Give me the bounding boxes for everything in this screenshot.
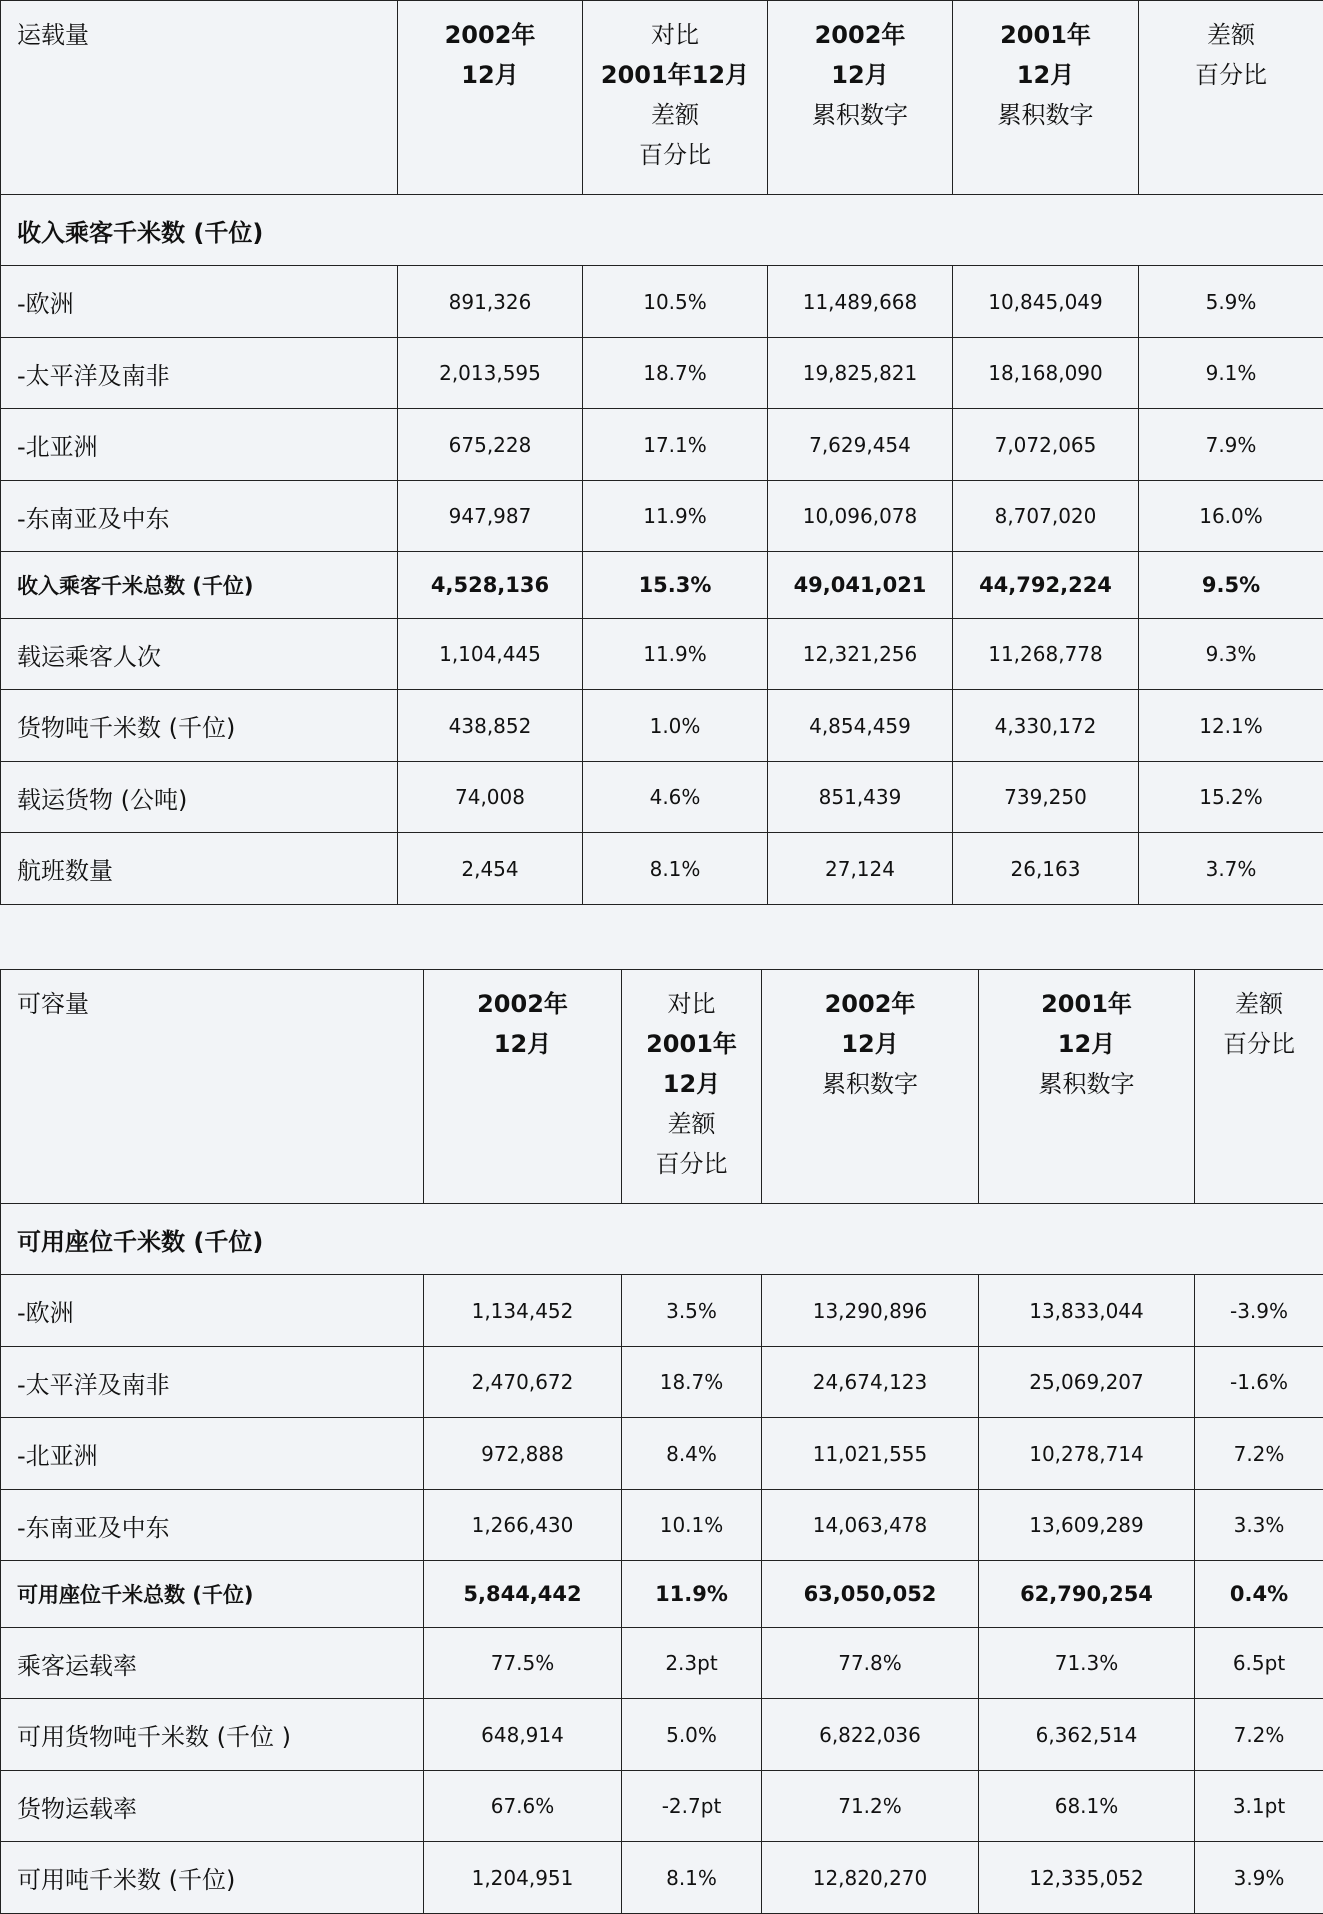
cell: 67.6% — [424, 1771, 622, 1842]
row-label: -北亚洲 — [1, 1418, 424, 1490]
cell: 2,470,672 — [424, 1347, 622, 1418]
table-row — [1, 481, 1323, 552]
cell: -1.6% — [1195, 1347, 1323, 1418]
cell: 1.0% — [583, 690, 768, 762]
cell: -3.9% — [1195, 1275, 1323, 1347]
cell: 7,629,454 — [768, 409, 953, 481]
cell: 18.7% — [622, 1347, 762, 1418]
cell: 13,609,289 — [979, 1490, 1195, 1561]
table-row — [1, 338, 1323, 409]
cell: 5,844,442 — [424, 1561, 622, 1628]
cell: 8,707,020 — [953, 481, 1139, 552]
cell: 77.8% — [762, 1628, 979, 1699]
cell: 10,096,078 — [768, 481, 953, 552]
cell: 851,439 — [768, 762, 953, 833]
cell: 16.0% — [1139, 481, 1323, 552]
row-label: 可用吨千米数 (千位) — [1, 1842, 424, 1914]
cell: 10,845,049 — [953, 266, 1139, 338]
cell: 648,914 — [424, 1699, 622, 1771]
cell: 3.9% — [1195, 1842, 1323, 1914]
cell: 5.0% — [622, 1699, 762, 1771]
cell: 1,204,951 — [424, 1842, 622, 1914]
cell: 10.1% — [622, 1490, 762, 1561]
capacity-table — [0, 969, 1323, 1914]
total-label: 收入乘客千米总数 (千位) — [1, 552, 398, 619]
row-label: -东南亚及中东 — [1, 1490, 424, 1561]
cell: 8.1% — [622, 1842, 762, 1914]
table-row — [1, 1490, 1323, 1561]
cell: 4,330,172 — [953, 690, 1139, 762]
cell: 14,063,478 — [762, 1490, 979, 1561]
cell: 9.3% — [1139, 619, 1323, 690]
table-row — [1, 1628, 1323, 1699]
cell: 77.5% — [424, 1628, 622, 1699]
cell: 1,266,430 — [424, 1490, 622, 1561]
header-label: 运载量 — [1, 1, 398, 195]
cell: 3.3% — [1195, 1490, 1323, 1561]
cell: 74,008 — [398, 762, 583, 833]
cell: 675,228 — [398, 409, 583, 481]
total-row — [1, 552, 1323, 619]
cell: -2.7pt — [622, 1771, 762, 1842]
header-cumulative-2001: 2001年 12月 累积数字 — [953, 1, 1139, 195]
cell: 17.1% — [583, 409, 768, 481]
cell: 13,290,896 — [762, 1275, 979, 1347]
header-row — [1, 1, 1323, 195]
header-month-2002: 2002年 12月 — [424, 970, 622, 1204]
cell: 11.9% — [622, 1561, 762, 1628]
row-label: 航班数量 — [1, 833, 398, 905]
cell: 49,041,021 — [768, 552, 953, 619]
cell: 7.9% — [1139, 409, 1323, 481]
header-compare-2001: 对比 2001年12月 差额 百分比 — [583, 1, 768, 195]
header-compare-2001: 对比 2001年 12月 差额 百分比 — [622, 970, 762, 1204]
table-row — [1, 1347, 1323, 1418]
row-label: -太平洋及南非 — [1, 1347, 424, 1418]
cell: 5.9% — [1139, 266, 1323, 338]
cell: 24,674,123 — [762, 1347, 979, 1418]
header-month-2002: 2002年 12月 — [398, 1, 583, 195]
cell: 4,528,136 — [398, 552, 583, 619]
cell: 27,124 — [768, 833, 953, 905]
table-row — [1, 1842, 1323, 1914]
cell: 1,104,445 — [398, 619, 583, 690]
cell: 891,326 — [398, 266, 583, 338]
cell: 71.3% — [979, 1628, 1195, 1699]
cell: 1,134,452 — [424, 1275, 622, 1347]
cell: 6,822,036 — [762, 1699, 979, 1771]
cell: 7.2% — [1195, 1418, 1323, 1490]
cell: 26,163 — [953, 833, 1139, 905]
cell: 11,021,555 — [762, 1418, 979, 1490]
cell: 2.3pt — [622, 1628, 762, 1699]
cell: 25,069,207 — [979, 1347, 1195, 1418]
cell: 12,335,052 — [979, 1842, 1195, 1914]
section-title: 可用座位千米数 (千位) — [1, 1204, 1323, 1275]
cell: 18.7% — [583, 338, 768, 409]
cell: 8.4% — [622, 1418, 762, 1490]
section-row — [1, 195, 1323, 266]
traffic-table — [0, 0, 1323, 905]
table-row — [1, 619, 1323, 690]
cell: 71.2% — [762, 1771, 979, 1842]
row-label: 货物运载率 — [1, 1771, 424, 1842]
cell: 2,454 — [398, 833, 583, 905]
cell: 12.1% — [1139, 690, 1323, 762]
cell: 6.5pt — [1195, 1628, 1323, 1699]
row-label: -北亚洲 — [1, 409, 398, 481]
cell: 44,792,224 — [953, 552, 1139, 619]
row-label: 可用货物吨千米数 (千位 ) — [1, 1699, 424, 1771]
cell: 10.5% — [583, 266, 768, 338]
cell: 15.3% — [583, 552, 768, 619]
header-difference: 差额 百分比 — [1139, 1, 1323, 195]
table-row — [1, 266, 1323, 338]
cell: 13,833,044 — [979, 1275, 1195, 1347]
table-row — [1, 762, 1323, 833]
row-label: 载运货物 (公吨) — [1, 762, 398, 833]
cell: 0.4% — [1195, 1561, 1323, 1628]
cell: 11,489,668 — [768, 266, 953, 338]
row-label: -东南亚及中东 — [1, 481, 398, 552]
cell: 62,790,254 — [979, 1561, 1195, 1628]
row-label: -欧洲 — [1, 266, 398, 338]
cell: 12,321,256 — [768, 619, 953, 690]
table-row — [1, 1275, 1323, 1347]
header-cumulative-2002: 2002年 12月 累积数字 — [762, 970, 979, 1204]
header-difference: 差额 百分比 — [1195, 970, 1323, 1204]
header-label: 可容量 — [1, 970, 424, 1204]
cell: 3.5% — [622, 1275, 762, 1347]
row-label: 载运乘客人次 — [1, 619, 398, 690]
cell: 739,250 — [953, 762, 1139, 833]
cell: 11.9% — [583, 619, 768, 690]
row-label: -太平洋及南非 — [1, 338, 398, 409]
header-cumulative-2002: 2002年 12月 累积数字 — [768, 1, 953, 195]
cell: 10,278,714 — [979, 1418, 1195, 1490]
cell: 7.2% — [1195, 1699, 1323, 1771]
section-title: 收入乘客千米数 (千位) — [1, 195, 1323, 266]
row-label: 乘客运载率 — [1, 1628, 424, 1699]
total-row — [1, 1561, 1323, 1628]
cell: 19,825,821 — [768, 338, 953, 409]
table-row — [1, 1771, 1323, 1842]
table-row — [1, 1418, 1323, 1490]
cell: 3.7% — [1139, 833, 1323, 905]
header-row — [1, 970, 1323, 1204]
table-row — [1, 1699, 1323, 1771]
row-label: -欧洲 — [1, 1275, 424, 1347]
section-row — [1, 1204, 1323, 1275]
cell: 11.9% — [583, 481, 768, 552]
cell: 8.1% — [583, 833, 768, 905]
cell: 7,072,065 — [953, 409, 1139, 481]
cell: 15.2% — [1139, 762, 1323, 833]
cell: 18,168,090 — [953, 338, 1139, 409]
cell: 11,268,778 — [953, 619, 1139, 690]
cell: 4.6% — [583, 762, 768, 833]
cell: 3.1pt — [1195, 1771, 1323, 1842]
table-row — [1, 690, 1323, 762]
row-label: 货物吨千米数 (千位) — [1, 690, 398, 762]
cell: 6,362,514 — [979, 1699, 1195, 1771]
cell: 438,852 — [398, 690, 583, 762]
cell: 12,820,270 — [762, 1842, 979, 1914]
cell: 68.1% — [979, 1771, 1195, 1842]
cell: 972,888 — [424, 1418, 622, 1490]
cell: 9.1% — [1139, 338, 1323, 409]
cell: 947,987 — [398, 481, 583, 552]
table-row — [1, 409, 1323, 481]
table-row — [1, 833, 1323, 905]
cell: 2,013,595 — [398, 338, 583, 409]
cell: 4,854,459 — [768, 690, 953, 762]
cell: 63,050,052 — [762, 1561, 979, 1628]
header-cumulative-2001: 2001年 12月 累积数字 — [979, 970, 1195, 1204]
cell: 9.5% — [1139, 552, 1323, 619]
total-label: 可用座位千米总数 (千位) — [1, 1561, 424, 1628]
